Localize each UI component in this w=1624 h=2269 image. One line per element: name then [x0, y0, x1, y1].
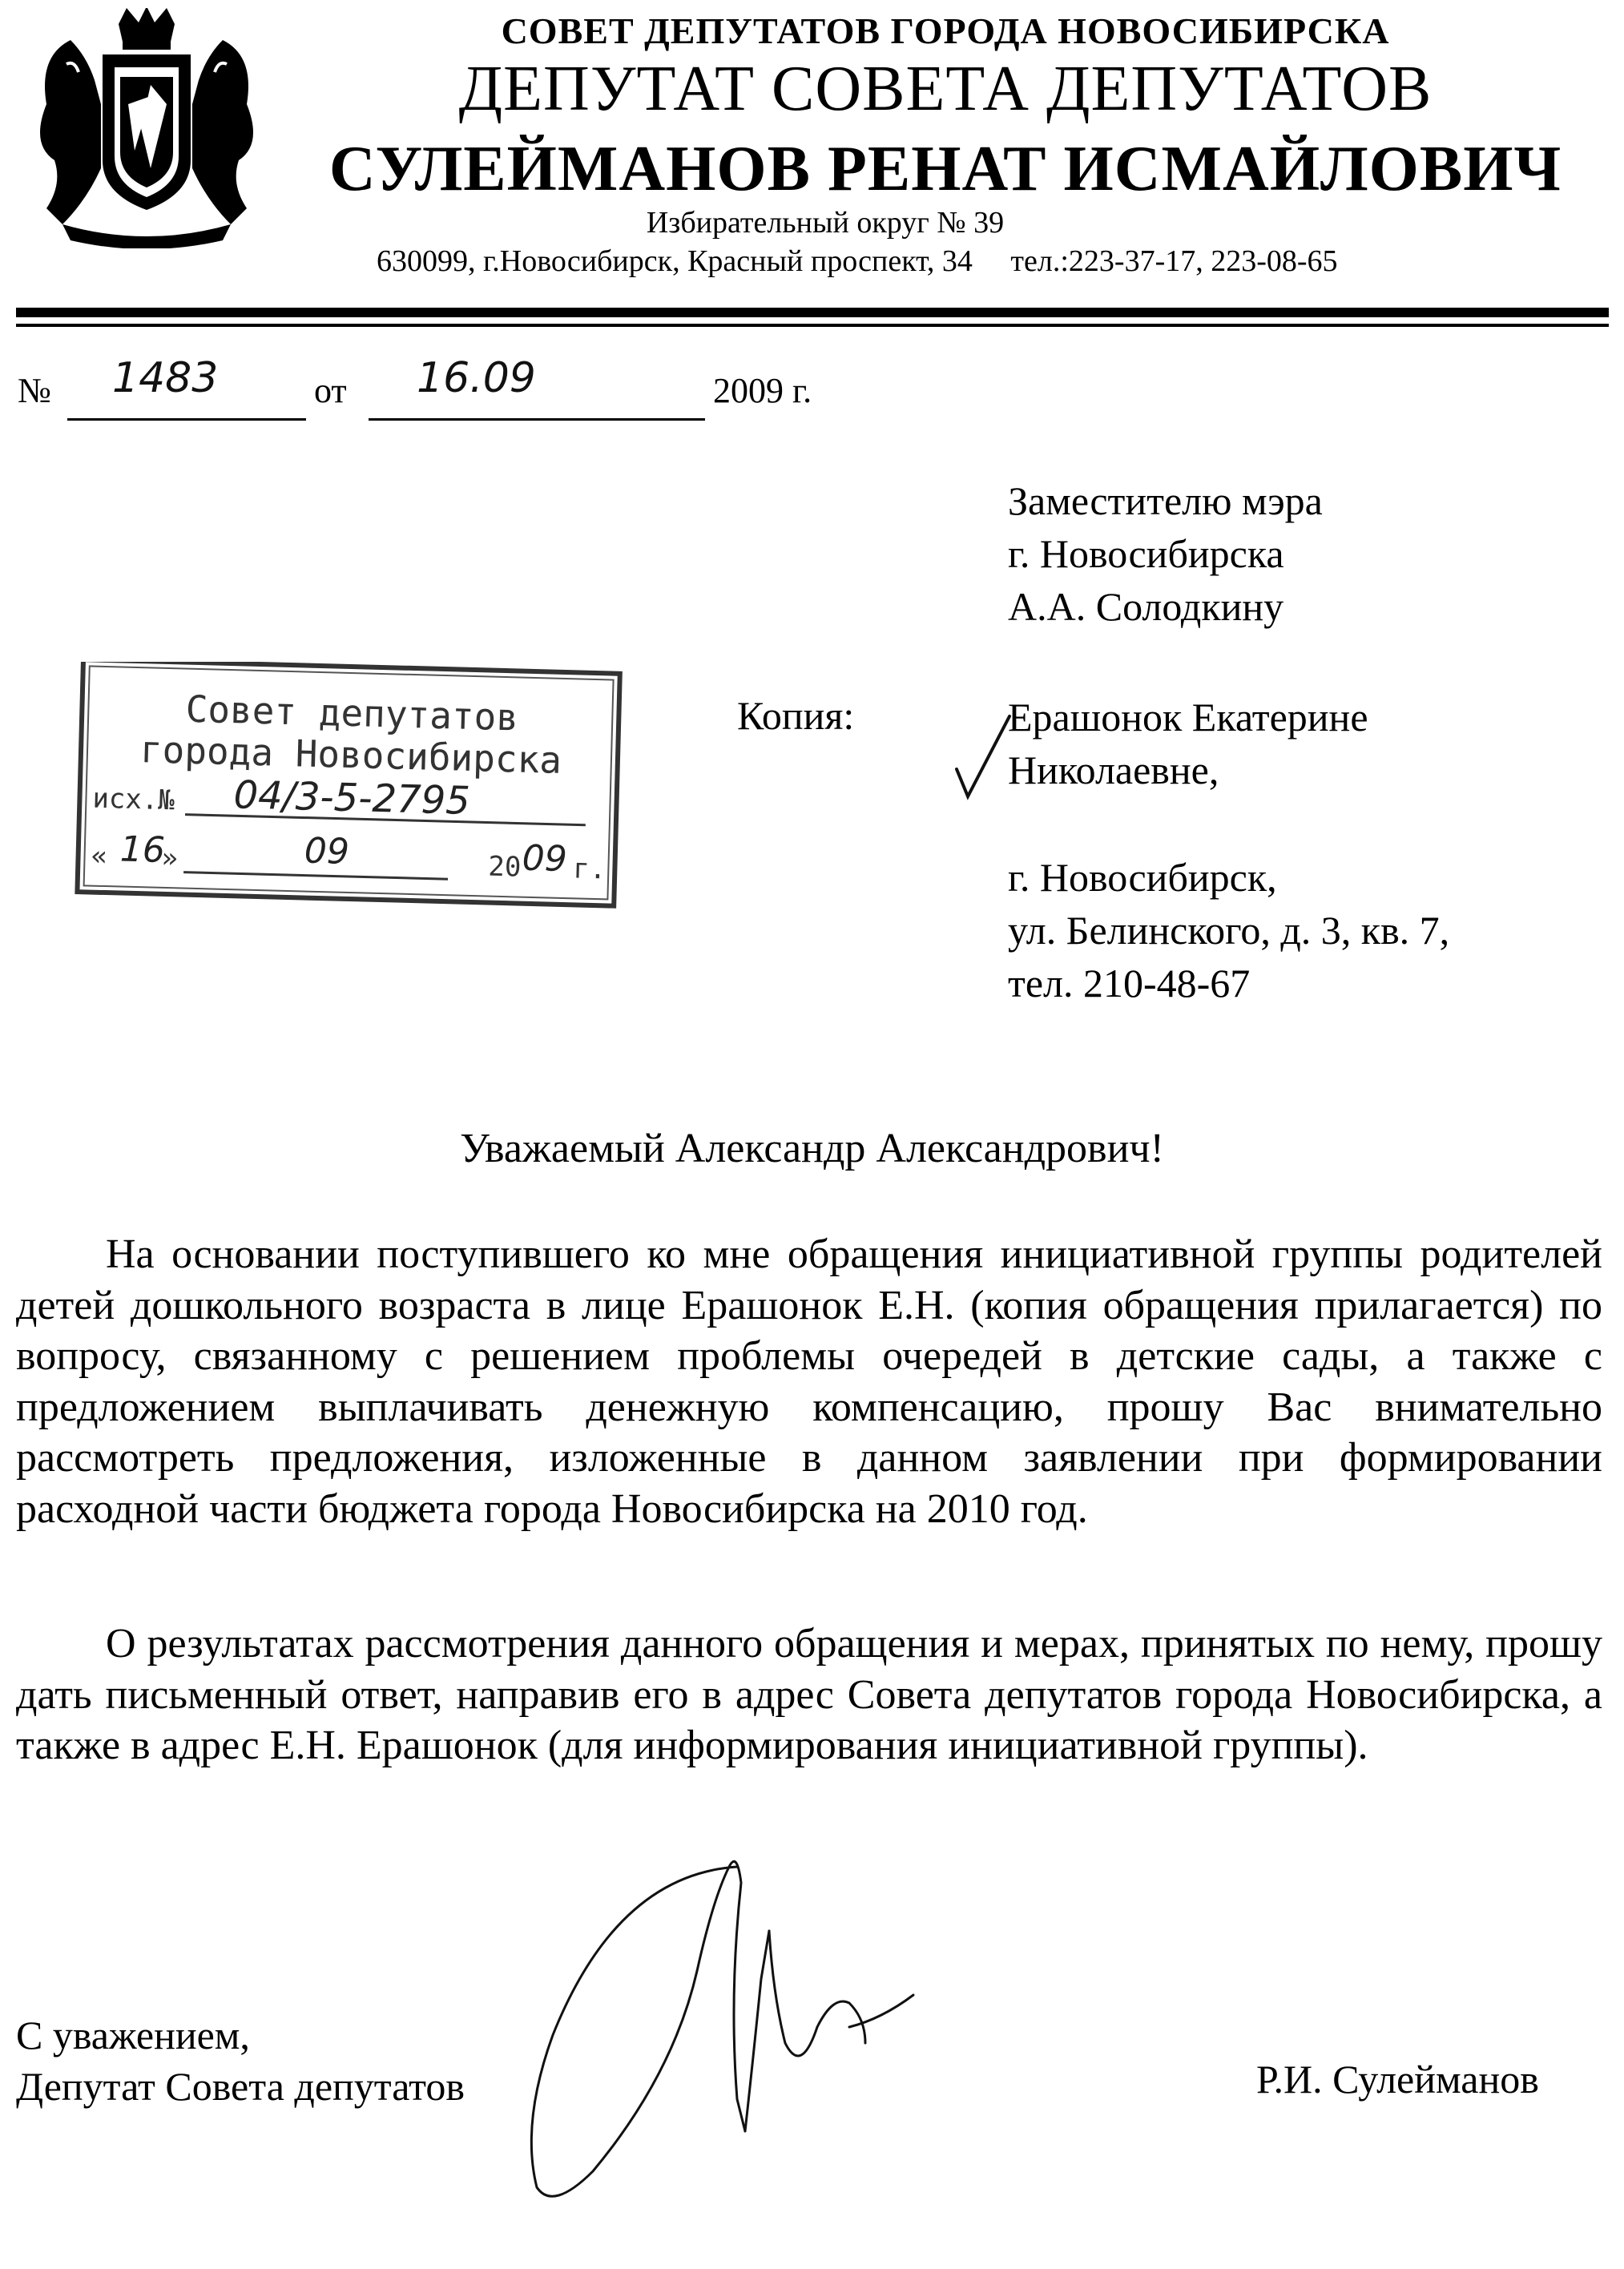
stamp-year-hand: 09	[522, 837, 568, 881]
outgoing-stamp	[74, 662, 627, 910]
deputy-title: ДЕПУТАТ СОВЕТА ДЕПУТАТОВ	[458, 54, 1433, 124]
copy-recipient-address	[1008, 851, 1449, 1010]
salutation: Уважаемый Александр Александрович!	[460, 1126, 1164, 1171]
office-address-line	[377, 244, 1338, 279]
stamp-year-suffix: г.	[572, 852, 606, 886]
reg-number-label: №	[18, 371, 51, 410]
addressee-city: г. Новосибирска	[1008, 531, 1284, 576]
stamp-month: 09	[304, 830, 350, 873]
copy-street: ул. Белинского, д. 3, кв. 7,	[1008, 908, 1450, 953]
copy-name-line2: Николаевне,	[1008, 748, 1219, 792]
checkmark-icon	[950, 713, 1014, 801]
closing-block	[16, 2009, 465, 2112]
paragraph-1-text: На основании поступившего ко мне обращения инициативной группы родителей детей дошкольного возраста в лице Ерашонок Е.Н. (копия обращения прилагается) по вопросу, связанному с решением проблемы очередей в детские сады, а также с предложением выплачивать денежную компенсацию, прошу Вас внимательно рассмотреть предложения, изложенные в данном заявлении при формировании расходной части бюджета города Новосибирска на 2010 год.	[16, 1231, 1602, 1532]
council-title: СОВЕТ ДЕПУТАТОВ ГОРОДА НОВОСИБИРСКА	[501, 10, 1390, 51]
closing-position: Депутат Совета депутатов	[16, 2064, 465, 2109]
copy-city: г. Новосибирск,	[1008, 855, 1277, 900]
reg-year: 2009 г.	[713, 371, 812, 410]
reg-number-underline	[67, 418, 306, 421]
signatory-name: Р.И. Сулейманов	[1256, 2057, 1539, 2102]
reg-date-underline	[369, 418, 705, 421]
header-rule-thick	[16, 308, 1609, 317]
closing-regards: С уважением,	[16, 2013, 250, 2057]
header-rule-thin	[16, 324, 1609, 327]
paragraph-2-text: О результатах рассмотрения данного обращения и мерах, принятых по нему, прошу дать письменный ответ, направив его в адрес Совета депутатов города Новосибирска, а также в адрес Е.Н. Ерашонок (для информирования инициативной группы).	[16, 1621, 1602, 1768]
novosibirsk-coat-of-arms-icon	[30, 8, 263, 248]
letter-paragraph-2	[16, 1618, 1602, 1771]
reg-date-label: от	[314, 371, 347, 410]
handwritten-signature	[497, 1835, 945, 2219]
addressee-name: А.А. Солодкину	[1008, 584, 1284, 629]
office-address: 630099, г.Новосибирск, Красный проспект, 34	[377, 244, 973, 278]
reg-date-value: 16.09	[417, 354, 536, 402]
svg-text:»: »	[161, 841, 179, 875]
letter-paragraph-1	[16, 1229, 1602, 1534]
copy-recipient-name	[1008, 691, 1368, 796]
stamp-out-label: исх.№	[91, 782, 175, 817]
copy-label: Копия:	[737, 693, 855, 738]
office-phones: тел.:223-37-17, 223-08-65	[1010, 244, 1338, 278]
stamp-out-value: 04/3-5-2795	[232, 772, 471, 824]
copy-name-line1: Ерашонок Екатерине	[1008, 695, 1368, 740]
addressee-block	[1008, 474, 1323, 633]
reg-number-value: 1483	[112, 354, 219, 402]
addressee-position: Заместителю мэра	[1008, 478, 1323, 523]
stamp-line1: Совет депутатов	[185, 687, 519, 740]
stamp-line2: города Новосибирска	[139, 727, 562, 782]
electoral-district: Избирательный округ № 39	[646, 206, 1005, 240]
copy-phone: тел. 210-48-67	[1008, 961, 1251, 1006]
stamp-year-prefix: 20	[487, 850, 522, 884]
stamp-day: 16	[119, 828, 166, 871]
deputy-name: СУЛЕЙМАНОВ РЕНАТ ИСМАЙЛОВИЧ	[328, 134, 1562, 204]
svg-text:«: «	[91, 840, 108, 873]
